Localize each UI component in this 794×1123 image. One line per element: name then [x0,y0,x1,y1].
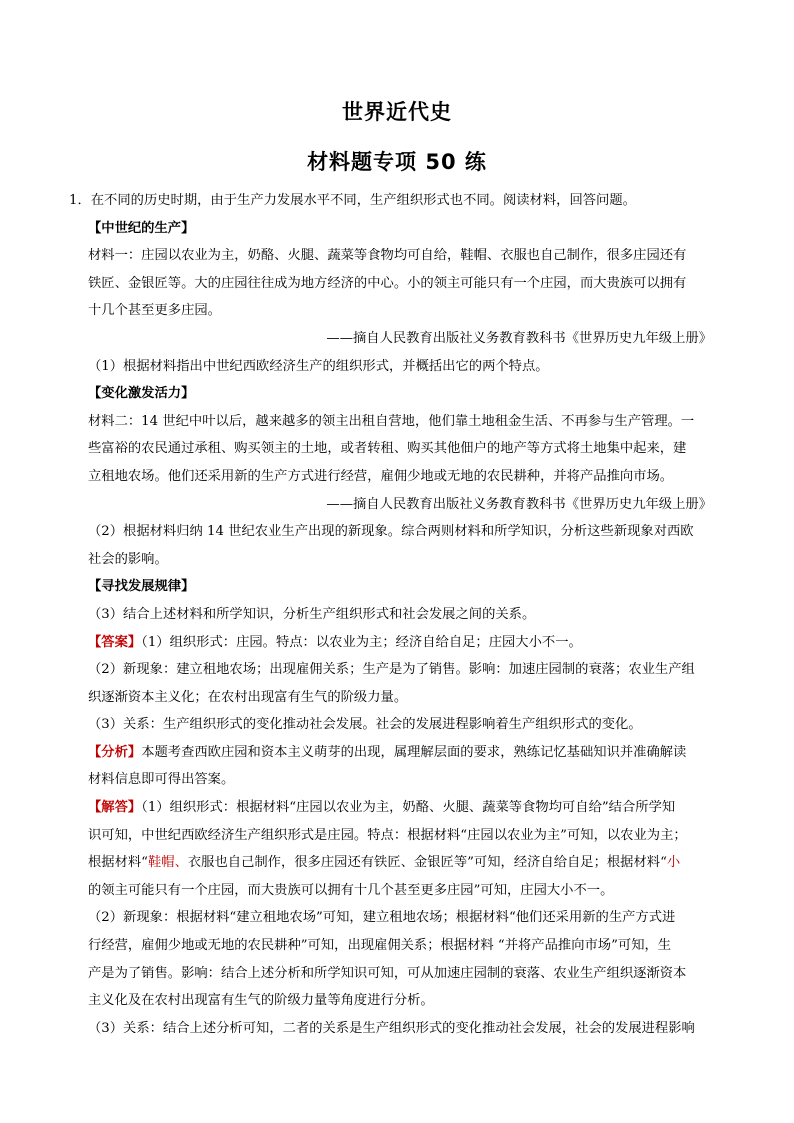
solution-text: （3）关系：结合上述分析可知，二者的关系是生产组织形式的变化推动社会发展，社会的发展进程影响 [88,1020,695,1036]
solution-text: （1）组织形式：根据材料“庄园以农业为主，奶酪、火腿、蔬菜等食物均可自给”结合所学知 [141,800,676,816]
solution-text: 识可知，中世纪西欧经济生产组织形式是庄园。特点：根据材料“庄园以农业为主”可知，以农业为主； [88,827,687,843]
sub-question-2: （2）根据材料归纳 14 世纪农业生产出现的新现象。综合两则材料和所学知识，分析这些新现象对西欧 [88,524,694,540]
sub-question-3: （3）结合上述材料和所学知识，分析生产组织形式和社会发展之间的关系。 [88,606,536,622]
solution-tag: 【解答】 [88,800,142,816]
material-one-line: 十几个甚至更多庄园。 [88,303,221,319]
answer-3: （3）关系：生产组织形式的变化推动社会发展。社会的发展进程影响着生产组织形式的变化。 [88,717,642,733]
solution-text: 主义化及在农村出现富有生气的阶级力量等角度进行分析。 [88,993,434,1009]
solution-text: 衣服也自己制作，很多庄园还有铁匠、金银匠等”可知，经济自给自足；根据材料“ [187,855,667,871]
solution-line [88,794,712,822]
solution-highlight: 鞋帽、 [148,855,188,871]
section-title-rule: 【寻找发展规律】 [88,579,195,595]
material-one-source: ——摘自人民教育出版社义务教育教科书《世界历史九年级上册》 [326,330,712,346]
question-prompt-text: 在不同的历史时期，由于生产力发展水平不同，生产组织形式也不同。阅读材料，回答问题。 [90,193,636,208]
section-title-medieval: 【中世纪的生产】 [88,220,195,236]
material-two-line: 材料二：14 世纪中叶以后，越来越多的领主出租自营地，他们靠土地租金生活、不再参与生产管理。一 [88,413,695,429]
question-content [69,187,712,1042]
analysis-line [88,739,712,767]
solution-text: （2）新现象：根据材料“建立租地农场”可知，建立租地农场；根据材料“他们还采用新的生产方式进 [88,910,676,926]
solution-highlight: 小 [666,855,681,871]
section-title-change: 【变化激发活力】 [88,386,195,402]
page-title: 世界近代史 [342,100,452,124]
material-two-line: 立租地农场。他们还采用新的生产方式进行经营，雇佣少地或无地的农民耕种，并将产品推向市场。 [88,468,674,484]
analysis-text: 材料信息即可得出答案。 [88,772,235,788]
solution-text: 行经营，雇佣少地或无地的农民耕种”可知，出现雇佣关系；根据材料 “并将产品推向市场”可知，生 [88,938,672,954]
answer-tag: 【答案】 [88,634,142,650]
page-subtitle: 材料题专项 50 练 [307,150,487,174]
analysis-tag: 【分析】 [88,744,142,760]
solution-text: 根据材料“ [88,855,148,871]
sub-question-1: （1）根据材料指出中世纪西欧经济生产的组织形式，并概括出它的两个特点。 [88,358,549,374]
question-number: 1． [69,193,91,208]
material-one-line: 材料一：庄园以农业为主，奶酪、火腿、蔬菜等食物均可自给，鞋帽、衣服也自己制作，很多庄园还有 [88,248,687,264]
sub-question-2: 社会的影响。 [88,551,168,567]
material-two-line: 些富裕的农民通过承租、购买领主的土地，或者转租、购买其他佃户的地产等方式将土地集中起来，建 [88,441,687,457]
solution-text: 产是为了销售。影响：结合上述分析和所学知识可知，可从加速庄园制的衰落、农业生产组织逐渐资本 [88,965,687,981]
answer-line [88,629,712,657]
solution-line [88,849,712,877]
question-prompt [69,187,712,215]
answer-1: （1）组织形式：庄园。特点：以农业为主；经济自给自足；庄园大小不一。 [141,634,582,650]
analysis-text: 本题考查西欧庄园和资本主义萌芽的出现，属理解层面的要求，熟练记忆基础知识并准确解读 [141,744,687,760]
material-two-source: ——摘自人民教育出版社义务教育教科书《世界历史九年级上册》 [326,496,712,512]
answer-2: 织逐渐资本主义化；在农村出现富有生气的阶级力量。 [88,689,408,705]
solution-text: 的领主可能只有一个庄园，而大贵族可以拥有十几个甚至更多庄园”可知，庄园大小不一。 [88,882,614,898]
answer-2: （2）新现象：建立租地农场；出现雇佣关系；生产是为了销售。影响：加速庄园制的衰落；农业生产组 [88,662,695,678]
material-one-line: 铁匠、金银匠等。大的庄园往往成为地方经济的中心。小的领主可能只有一个庄园，而大贵族可以拥有 [88,275,687,291]
